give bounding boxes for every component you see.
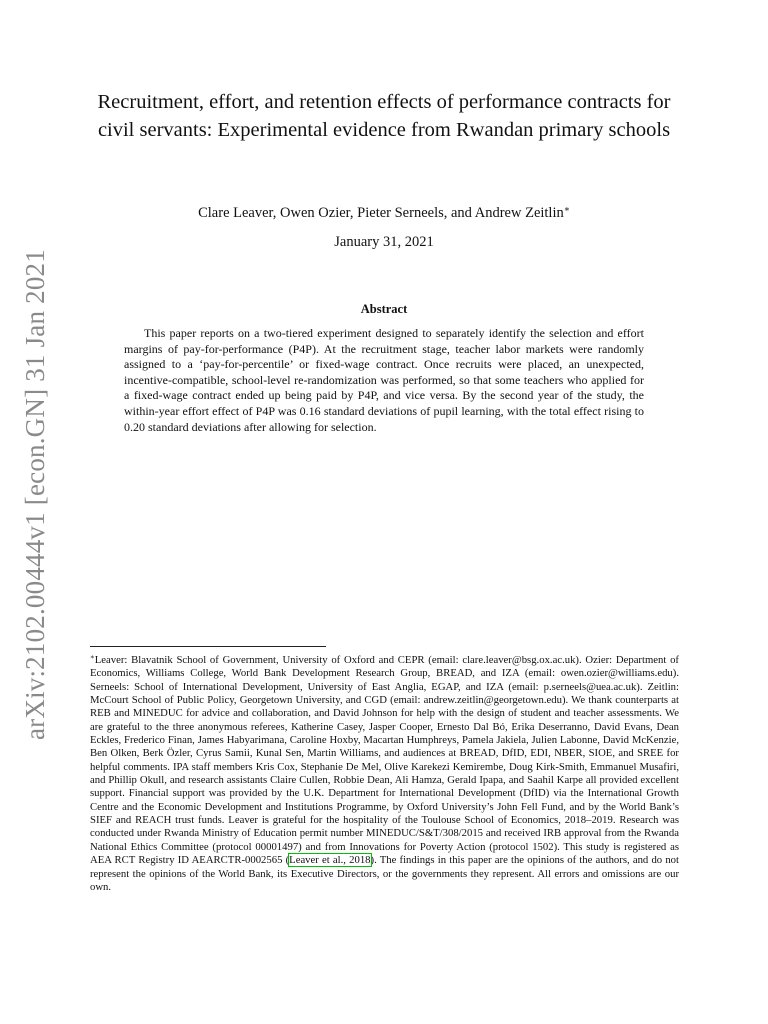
arxiv-identifier: arXiv:2102.00444v1 [econ.GN] 31 Jan 2021	[20, 249, 50, 740]
abstract-text: This paper reports on a two-tiered experiment designed to separately identify the selection and effort margins of pay-for-performance (P4P). At the recruitment stage, teacher labor markets were randomly assigned to a ‘pay-for-percentile’ or fixed-wage contract. Once recruits were placed, an unexpected, incentive-compatible, school-level re-randomization was performed, so that some teachers who applied for a fixed-wage contract ended up being paid by P4P, and vice versa. By the second year of the study, the within-year effort effect of P4P was 0.16 standard deviations of pupil learning, with the total effect rising to 0.20 standard deviations after allowing for selection.	[124, 326, 644, 434]
footnote-text-after: ). The findings in this paper are the opinions of the authors, and do not represent the opinions of the World Bank, its Executive Directors, or the governments they represent. All errors and omissions are our own.	[90, 854, 679, 893]
author-list	[80, 200, 688, 222]
author-footnote-marker[interactable]: ∗	[563, 204, 570, 214]
abstract-heading: Abstract	[360, 302, 408, 316]
footnote-marker: ∗	[90, 653, 95, 661]
author-names: Clare Leaver, Owen Ozier, Pieter Serneels, and Andrew Zeitlin	[198, 205, 564, 221]
footnote-text-before: Leaver: Blavatnik School of Government, University of Oxford and CEPR (email: clare.leaver@bsg.ox.ac.uk). Ozier: Department of Economics, Williams College, World Bank Development Research Group, BREAD, and IZA (email: owen.ozier@williams.edu). Serneels: School of International Development, University of East Anglia, EGAP, and IZA (email: p.serneels@uea.ac.uk). Zeitlin: McCourt School of Public Policy, Georgetown University, and CGD (email: andrew.zeitlin@georgetown.edu). We thank counterparts at REB and MINEDUC for advice and collaboration, and David Johnson for help with the design of student and teacher assessments. We are grateful to the three anonymous referees, Katherine Casey, Jasper Cooper, Ernesto Dal Bó, Erika Deserranno, David Evans, Dean Eckles, Frederico Finan, James Habyarimana, Caroline Hoxby, Macartan Humphreys, Pamela Jakiela, Julien Labonne, David McKenzie, Ben Olken, Berk Özler, Cyrus Samii, Kunal Sen, Martin Williams, and audiences at BREAD, DfID, EDI, NBER, SIOE, and SREE for helpful comments. IPA staff members Kris Cox, Stephanie De Mel, Olive Karekezi Kemirembe, Doug Kirk-Smith, Emmanuel Musafiri, and Phillip Okull, and research assistants Claire Cullen, Robbie Dean, Ali Hamza, Gerald Ipapa, and Saahil Karpe all provided excellent support. Financial support was provided by the U.K. Department for International Development (DfID) via the International Growth Centre and the Economic Development and Institutions Programme, by Oxford University’s John Fell Fund, and by the World Bank’s SIEF and REACH trust funds. Leaver is grateful for the hospitality of the Toulouse School of Economics, 2018–2019. Research was conducted under Rwanda Ministry of Education permit number MINEDUC/S&T/308/2015 and received IRB approval from the Rwanda National Ethics Committee (protocol 00001497) and from Innovations for Poverty Action (protocol 1502). This study is registered as AEA RCT Registry ID AEARCTR-0002565 (	[90, 654, 679, 867]
paper-title: Recruitment, effort, and retention effects of performance contracts for civil servants: Experimental evidence from Rwandan primary schools	[97, 91, 671, 141]
citation-link[interactable]: Leaver et al., 2018	[289, 854, 371, 867]
paper-date: January 31, 2021	[334, 234, 434, 250]
footnote-divider	[90, 646, 326, 647]
author-footnote	[90, 651, 679, 894]
